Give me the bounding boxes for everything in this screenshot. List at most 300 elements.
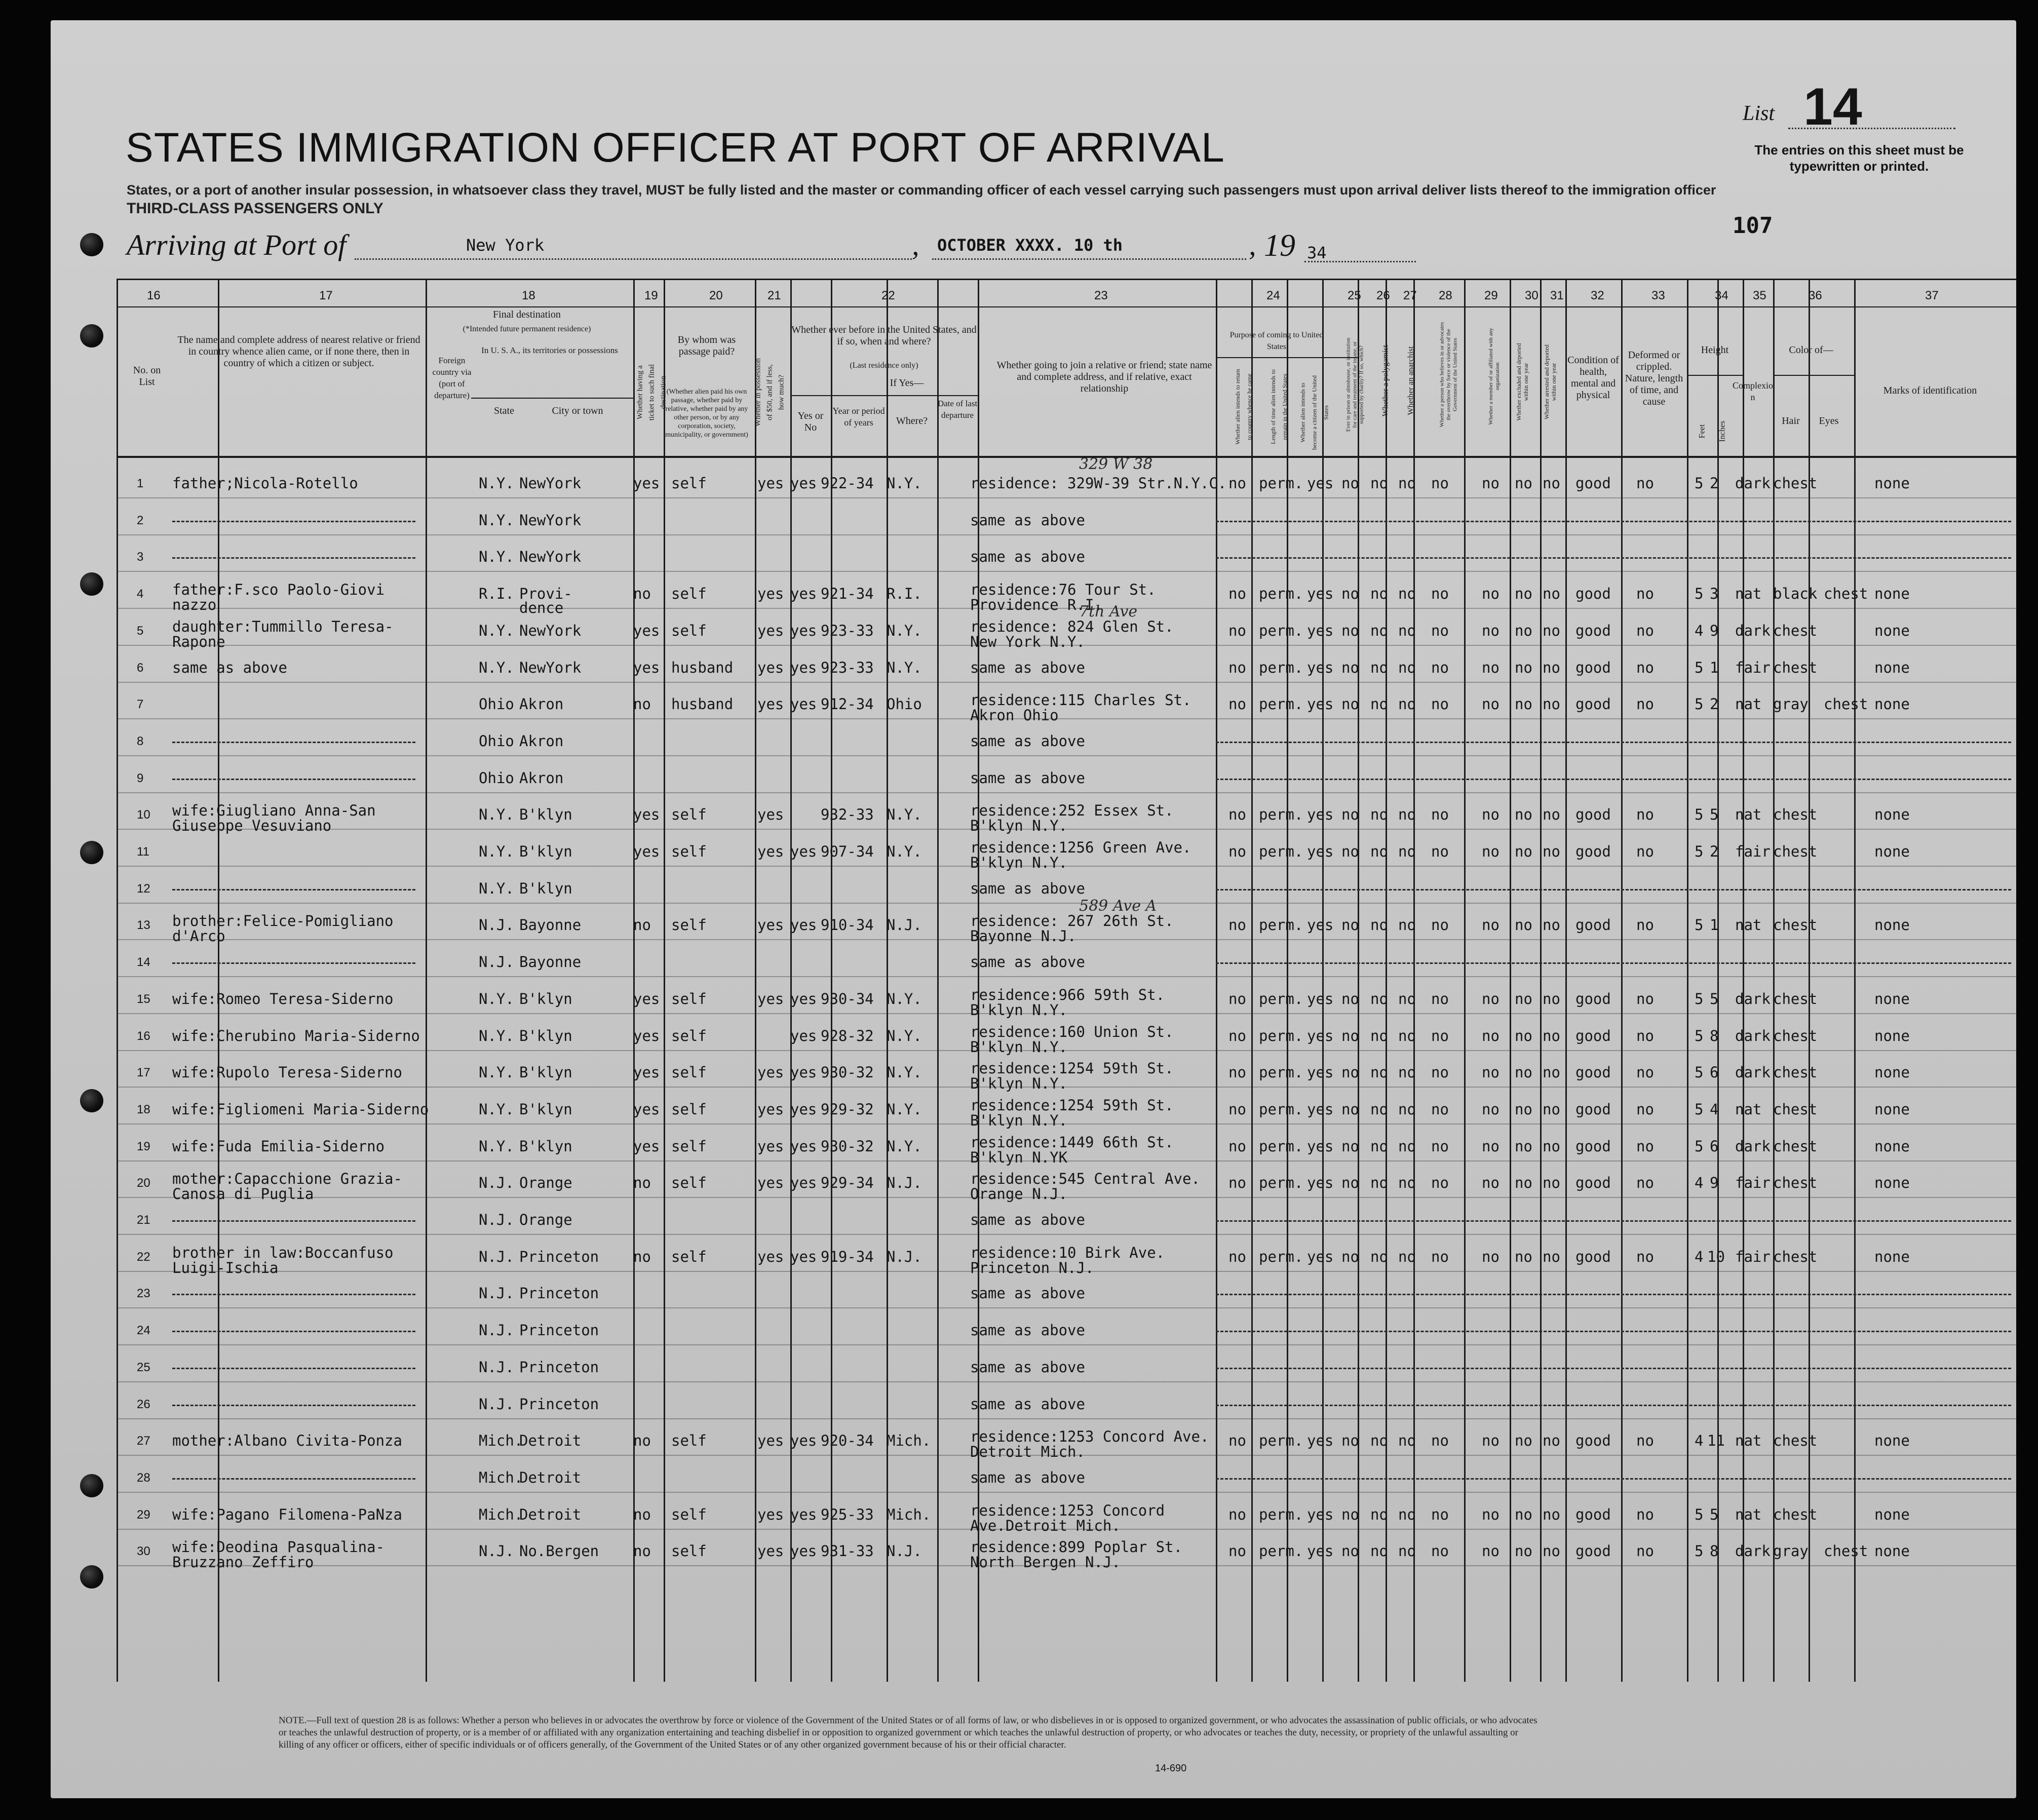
question-q25: no [1341, 1174, 1359, 1191]
return-intent: no [1228, 990, 1246, 1008]
question-q30: no [1515, 659, 1532, 676]
health-condition: good [1575, 1432, 1611, 1449]
question-q28: no [1431, 1542, 1449, 1560]
question-q29: no [1482, 806, 1499, 823]
dest-city: B'klyn [519, 1138, 572, 1155]
relative-address: Canosa di Puglia [172, 1185, 314, 1203]
sheet-number: 107 [1733, 213, 1773, 239]
hdr-deformed: Deformed or crippled. Nature, length of time, and cause [1625, 350, 1683, 407]
length-of-stay: perm. [1259, 475, 1303, 492]
citizen-intent: yes [1307, 1101, 1334, 1118]
row-number: 16 [137, 1029, 150, 1043]
question-q26: no [1370, 659, 1388, 676]
question-q30: no [1515, 1101, 1532, 1118]
question-q28: no [1431, 916, 1449, 934]
citizen-intent: yes [1307, 990, 1334, 1008]
citizen-intent: yes [1307, 695, 1334, 713]
ticket-cell: yes [633, 1027, 660, 1044]
return-intent: no [1228, 585, 1246, 602]
subheader-rule [471, 398, 633, 399]
deformed: no [1636, 916, 1654, 934]
dest-city: Akron [519, 732, 564, 750]
hair-color: chest [1773, 843, 1818, 860]
handwritten-note: 7th Ave [1079, 603, 1138, 621]
before-yes-no: yes [790, 1248, 817, 1265]
before-where: Ohio [887, 695, 922, 713]
hdr-final-dest-sub: (*Intended future permanent residence) [463, 325, 591, 333]
subheader-rule [790, 395, 978, 396]
question-q25: no [1341, 916, 1359, 934]
passage-paid: husband [671, 659, 734, 676]
eye-color: chest [1824, 695, 1868, 713]
relative-address: d'Arco [172, 927, 225, 945]
complexion: dark [1735, 990, 1771, 1008]
before-yes-no: yes [790, 990, 817, 1008]
question-q25: no [1341, 475, 1359, 492]
dest-city: Princeton [519, 1359, 599, 1376]
relative-address: Giuseppe Vesuviano [172, 817, 332, 834]
question-q31: no [1543, 1432, 1560, 1449]
question-q31: no [1543, 843, 1560, 860]
identification-marks: none [1874, 475, 1910, 492]
length-of-stay: perm. [1259, 1027, 1303, 1044]
length-of-stay: perm. [1259, 990, 1303, 1008]
column-number: 28 [1439, 289, 1452, 302]
row-number: 11 [137, 845, 149, 859]
before-yes-no: yes [790, 1101, 817, 1118]
return-intent: no [1228, 622, 1246, 639]
hdr-ticket: Whether having a ticket to such final destination [636, 364, 668, 421]
possession-50: yes [757, 1138, 784, 1155]
binder-hole [80, 233, 103, 256]
hdr-q28: Whether a person who believes in or advocates the overthrow by force or violence of the Government of the United States [1439, 322, 1458, 428]
question-q29: no [1482, 585, 1499, 602]
citizen-intent: yes [1307, 1138, 1334, 1155]
passage-paid: self [671, 1248, 707, 1265]
ticket-cell: yes [633, 1101, 660, 1118]
blank-dash [1216, 1220, 2011, 1222]
column-divider [1540, 279, 1542, 1682]
join-relative: same as above [970, 1396, 1085, 1413]
ticket-cell: no [633, 585, 651, 602]
hdr-q30: Whether excluded and deported within one year [1515, 343, 1529, 421]
passage-paid: self [671, 622, 707, 639]
question-q25: no [1341, 1138, 1359, 1155]
blank-dash [172, 1331, 415, 1332]
dest-city: Detroit [519, 1469, 582, 1486]
ticket-cell: no [633, 916, 651, 934]
complexion: nat [1735, 1506, 1762, 1523]
question-q29: no [1482, 1248, 1499, 1265]
join-relative: B'klyn N.YK [970, 1149, 1068, 1166]
hdr-anarchist: Whether an anarchist [1406, 346, 1415, 415]
complexion: fair [1735, 1174, 1771, 1191]
citizen-intent: yes [1307, 585, 1334, 602]
identification-marks: none [1874, 1027, 1910, 1044]
blank-dash [1216, 1294, 2011, 1295]
height-inches: 8 [1710, 1027, 1719, 1044]
complexion: nat [1735, 695, 1762, 713]
question-q31: no [1543, 622, 1560, 639]
dest-state: N.J. [479, 1322, 514, 1339]
question-q29: no [1482, 1432, 1499, 1449]
health-condition: good [1575, 1506, 1611, 1523]
question-q28: no [1431, 585, 1449, 602]
dest-city: Detroit [519, 1506, 582, 1523]
question-q31: no [1543, 916, 1560, 934]
blank-dash [1216, 1331, 2011, 1332]
length-of-stay: perm. [1259, 1432, 1303, 1449]
identification-marks: none [1874, 843, 1910, 860]
length-of-stay: perm. [1259, 1101, 1303, 1118]
possession-50: yes [757, 1506, 784, 1523]
height-feet: 5 [1695, 843, 1704, 860]
length-of-stay: perm. [1259, 1506, 1303, 1523]
ticket-cell: no [633, 695, 651, 713]
question-q27: no [1398, 659, 1416, 676]
join-relative: B'klyn N.Y. [970, 854, 1068, 871]
join-relative: same as above [970, 732, 1085, 750]
height-feet: 5 [1695, 695, 1704, 713]
subtitle-line: States, or a port of another insular possession, in whatsoever class they travel, MUST be fully listed and the master or commanding officer of each vessel carrying such passengers must upon arrival deliver lists thereof to the immigration officer [127, 182, 1716, 198]
page-title: STATES IMMIGRATION OFFICER AT PORT OF ARRIVAL [126, 125, 1225, 171]
health-condition: good [1575, 1138, 1611, 1155]
join-relative: same as above [970, 1211, 1085, 1228]
column-number: 19 [644, 289, 658, 302]
dest-city: NewYork [519, 512, 582, 529]
passage-paid: self [671, 916, 707, 934]
hdr-q31: Whether arrested and deported within one year [1543, 344, 1557, 419]
health-condition: good [1575, 1064, 1611, 1081]
complexion: nat [1735, 806, 1762, 823]
identification-marks: none [1874, 659, 1910, 676]
column-number: 24 [1266, 289, 1280, 302]
join-relative: residence:899 Poplar St. [970, 1538, 1183, 1556]
complexion: nat [1735, 1432, 1762, 1449]
question-q31: no [1543, 1064, 1560, 1081]
row-number: 18 [137, 1103, 150, 1116]
question-q26: no [1370, 1248, 1388, 1265]
join-relative: same as above [970, 953, 1085, 971]
dest-city: No.Bergen [519, 1542, 599, 1560]
question-q25: no [1341, 659, 1359, 676]
question-q31: no [1543, 1138, 1560, 1155]
passage-paid: self [671, 806, 707, 823]
hdr-complexion: Complexion [1733, 380, 1773, 402]
possession-50: yes [757, 695, 784, 713]
row-number: 20 [137, 1176, 150, 1190]
before-where: N.Y. [887, 1138, 922, 1155]
hair-color: chest [1773, 1138, 1818, 1155]
before-yes-no: yes [790, 585, 817, 602]
question-q25: no [1341, 806, 1359, 823]
height-feet: 4 [1695, 622, 1704, 639]
health-condition: good [1575, 695, 1611, 713]
row-number: 12 [137, 882, 150, 896]
row-number: 8 [137, 734, 144, 748]
question-q27: no [1398, 1174, 1416, 1191]
dest-city: NewYork [519, 475, 582, 492]
column-divider [1621, 279, 1623, 1682]
binder-hole [80, 1565, 103, 1589]
dest-city: B'klyn [519, 880, 572, 897]
health-condition: good [1575, 622, 1611, 639]
handwritten-note: 329 W 38 [1079, 455, 1153, 473]
question-q29: no [1482, 1174, 1499, 1191]
question-q30: no [1515, 1506, 1532, 1523]
height-feet: 5 [1695, 659, 1704, 676]
binder-hole [80, 1089, 103, 1112]
possession-50: yes [757, 475, 784, 492]
blank-dash [172, 1405, 415, 1406]
ticket-cell: no [633, 1506, 651, 1523]
column-divider [1251, 279, 1253, 1682]
height-inches: 9 [1710, 622, 1719, 639]
before-yes-no: yes [790, 1542, 817, 1560]
possession-50: yes [757, 843, 784, 860]
relative-address: wife:Deodina Pasqualina- [172, 1538, 385, 1556]
before-where: N.Y. [887, 990, 922, 1008]
relative-address: wife:Rupolo Teresa-Siderno [172, 1064, 402, 1081]
question-q31: no [1543, 990, 1560, 1008]
height-feet: 4 [1695, 1248, 1704, 1265]
form-number: 14-690 [1155, 1763, 1187, 1774]
possession-50: yes [757, 622, 784, 639]
passage-paid: self [671, 475, 707, 492]
list-number: 14 [1803, 78, 1862, 136]
row-number: 28 [137, 1471, 150, 1485]
identification-marks: none [1874, 585, 1910, 602]
dest-city: dence [519, 599, 564, 616]
height-feet: 5 [1695, 916, 1704, 934]
citizen-intent: yes [1307, 1542, 1334, 1560]
before-period: 920-34 [821, 1432, 874, 1449]
join-relative: residence: 824 Glen St. [970, 618, 1174, 635]
ticket-cell: yes [633, 659, 660, 676]
height-inches: 2 [1710, 695, 1719, 713]
join-relative: B'klyn N.Y. [970, 1038, 1068, 1056]
hair-color: chest [1773, 659, 1818, 676]
question-q31: no [1543, 1506, 1560, 1523]
possession-50: yes [757, 1064, 784, 1081]
deformed: no [1636, 1542, 1654, 1560]
hdr-where: Where? [896, 415, 928, 427]
citizen-intent: yes [1307, 1248, 1334, 1265]
deformed: no [1636, 1432, 1654, 1449]
blank-dash [172, 742, 415, 743]
hdr-relative: The name and complete address of nearest relative or friend in country whence alien came, or if none there, then in country of which a citizen or subject. [177, 334, 420, 369]
before-yes-no: yes [790, 1027, 817, 1044]
dest-state: N.Y. [479, 1101, 514, 1118]
column-divider [664, 279, 665, 1682]
dest-city: Akron [519, 695, 564, 713]
before-where: N.Y. [887, 659, 922, 676]
dest-state: N.Y. [479, 548, 514, 565]
question-q28: no [1431, 1138, 1449, 1155]
dest-city: Bayonne [519, 916, 582, 934]
subheader-rule [1773, 375, 1854, 376]
row-number: 6 [137, 661, 144, 675]
port-value: New York [466, 236, 545, 255]
dest-state: Ohio [479, 769, 514, 787]
deformed: no [1636, 806, 1654, 823]
identification-marks: none [1874, 1248, 1910, 1265]
height-feet: 5 [1695, 475, 1704, 492]
blank-dash [1216, 1405, 2011, 1406]
height-feet: 5 [1695, 585, 1704, 602]
relative-address: father:F.sco Paolo-Giovi [172, 581, 385, 598]
before-where: N.Y. [887, 806, 922, 823]
question-q26: no [1370, 1027, 1388, 1044]
question-q27: no [1398, 806, 1416, 823]
dest-state: N.J. [479, 1211, 514, 1228]
length-of-stay: perm. [1259, 622, 1303, 639]
question-q29: no [1482, 1101, 1499, 1118]
identification-marks: none [1874, 990, 1910, 1008]
hdr-period: Year or period of years [832, 406, 885, 428]
ticket-cell: yes [633, 990, 660, 1008]
height-inches: 2 [1710, 843, 1719, 860]
hdr-before-us: Whether ever before in the United States, and if so, when and where? [791, 324, 977, 347]
passage-paid: self [671, 1064, 707, 1081]
before-period: 929-34 [821, 1174, 874, 1191]
question-q26: no [1370, 806, 1388, 823]
hdr-prison: Ever in prison or almshouse, or institution for care and treatment of the insane, or supported by charity? If so, which? [1345, 337, 1365, 432]
deformed: no [1636, 475, 1654, 492]
citizen-intent: yes [1307, 659, 1334, 676]
hdr-possession: Whether in possession of $50, and if less, how much? [754, 358, 786, 427]
table-top-rule [117, 279, 2016, 280]
possession-50: yes [757, 806, 784, 823]
length-of-stay: perm. [1259, 695, 1303, 713]
citizen-intent: yes [1307, 475, 1334, 492]
dest-city: B'klyn [519, 806, 572, 823]
row-number: 24 [137, 1324, 150, 1337]
column-number: 17 [319, 289, 333, 302]
before-yes-no: yes [790, 622, 817, 639]
join-relative: same as above [970, 880, 1085, 897]
identification-marks: none [1874, 1101, 1910, 1118]
hdr-no-on-list: No. on List [133, 365, 161, 388]
before-period: 930-32 [821, 1064, 874, 1081]
question-q26: no [1370, 585, 1388, 602]
height-feet: 4 [1695, 1432, 1704, 1449]
question-q29: no [1482, 1138, 1499, 1155]
join-relative: residence:76 Tour St. [970, 581, 1156, 598]
before-period: 923-33 [821, 659, 874, 676]
blank-dash [1216, 1368, 2011, 1369]
possession-50: yes [757, 1174, 784, 1191]
dest-state: N.J. [479, 1248, 514, 1265]
question-q27: no [1398, 1064, 1416, 1081]
deformed: no [1636, 622, 1654, 639]
question-q27: no [1398, 1506, 1416, 1523]
height-inches: 10 [1707, 1248, 1725, 1265]
question-q25: no [1341, 695, 1359, 713]
question-q28: no [1431, 806, 1449, 823]
question-q30: no [1515, 1248, 1532, 1265]
citizen-intent: yes [1307, 1174, 1334, 1191]
height-feet: 5 [1695, 990, 1704, 1008]
blank-dash [1216, 1478, 2011, 1480]
before-period: 930-32 [821, 1138, 874, 1155]
dest-state: N.J. [479, 1285, 514, 1302]
before-where: N.Y. [887, 622, 922, 639]
blank-dash [1216, 962, 2011, 964]
height-inches: 2 [1710, 475, 1719, 492]
date-value: OCTOBER XXXX. 10 th [937, 236, 1123, 255]
dest-city: B'klyn [519, 1027, 572, 1044]
question-q25: no [1341, 1027, 1359, 1044]
question-q25: no [1341, 1064, 1359, 1081]
before-where: N.Y. [887, 1027, 922, 1044]
join-relative: Akron Ohio [970, 707, 1059, 724]
height-inches: 4 [1710, 1101, 1719, 1118]
hair-color: gray [1773, 695, 1809, 713]
question-q28: no [1431, 1248, 1449, 1265]
passage-paid: self [671, 1027, 707, 1044]
join-relative: residence:115 Charles St. [970, 691, 1191, 709]
manifest-sheet [51, 20, 2016, 1798]
join-relative: residence:1256 Green Ave. [970, 839, 1191, 856]
blank-dash [172, 1368, 415, 1369]
column-number: 26 [1376, 289, 1390, 302]
complexion: dark [1735, 475, 1771, 492]
height-inches: 1 [1710, 916, 1719, 934]
row-number: 22 [137, 1250, 150, 1264]
dest-city: Akron [519, 769, 564, 787]
health-condition: good [1575, 916, 1611, 934]
complexion: dark [1735, 1542, 1771, 1560]
complexion: nat [1735, 585, 1762, 602]
deformed: no [1636, 1248, 1654, 1265]
binder-hole [80, 572, 103, 596]
question-q27: no [1398, 843, 1416, 860]
question-q28: no [1431, 1506, 1449, 1523]
before-yes-no: yes [790, 475, 817, 492]
complexion: nat [1735, 916, 1762, 934]
column-number: 29 [1484, 289, 1498, 302]
length-of-stay: perm. [1259, 806, 1303, 823]
blank-dash [172, 889, 415, 890]
join-relative: residence:545 Central Ave. [970, 1170, 1200, 1187]
question-q25: no [1341, 1248, 1359, 1265]
join-relative: same as above [970, 548, 1085, 565]
row-number: 19 [137, 1140, 150, 1153]
question-q26: no [1370, 1101, 1388, 1118]
question-q31: no [1543, 1248, 1560, 1265]
hdr-inches: Inches [1718, 420, 1727, 442]
question-q30: no [1515, 1432, 1532, 1449]
before-where: N.J. [887, 916, 922, 934]
question-q29: no [1482, 475, 1499, 492]
relative-address: nazzo [172, 596, 217, 613]
column-number: 27 [1403, 289, 1417, 302]
deformed: no [1636, 1138, 1654, 1155]
identification-marks: none [1874, 806, 1910, 823]
before-period: 921-34 [821, 585, 874, 602]
join-relative: North Bergen N.J. [970, 1554, 1121, 1571]
join-relative: same as above [970, 1359, 1085, 1376]
question-q30: no [1515, 695, 1532, 713]
before-where: N.J. [887, 1542, 922, 1560]
row-number: 27 [137, 1434, 150, 1448]
before-period: 910-34 [821, 916, 874, 934]
length-of-stay: perm. [1259, 1542, 1303, 1560]
relative-address: mother:Albano Civita-Ponza [172, 1432, 402, 1449]
hdr-height: Height [1701, 344, 1729, 356]
question-q31: no [1543, 1542, 1560, 1560]
